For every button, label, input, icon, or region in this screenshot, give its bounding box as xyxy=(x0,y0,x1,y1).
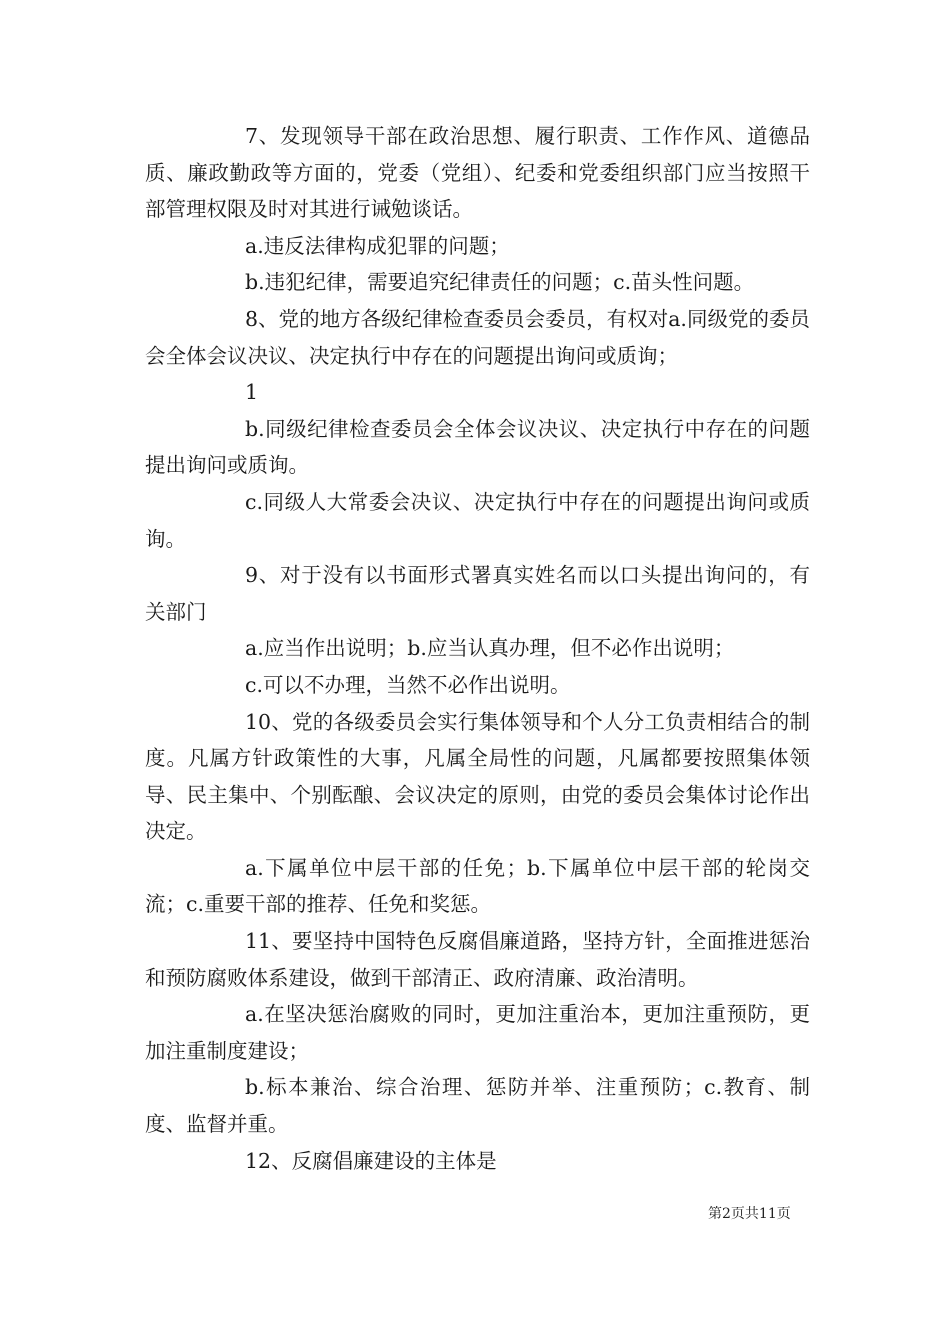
question-7: 7、发现领导干部在政治思想、履行职责、工作作风、道德品质、廉政勤政等方面的，党委（党组）、纪委和党委组织部门应当按照干部管理权限及时对其进行诫勉谈话。 xyxy=(145,124,810,222)
option-9ab: a.应当作出说明；b.应当认真办理，但不必作出说明； xyxy=(245,636,735,661)
option-7a: a.违反法律构成犯罪的问题； xyxy=(245,233,510,258)
option-10abc: a.下属单位中层干部的任免；b.下属单位中层干部的轮岗交流；c.重要干部的推荐、任免和奖惩。 xyxy=(145,855,810,917)
question-8: 8、党的地方各级纪律检查委员会委员，有权对a.同级党的委员会全体会议决议、决定执行中存在的问题提出询问或质询； xyxy=(145,306,810,368)
question-12: 12、反腐倡廉建设的主体是 xyxy=(245,1148,497,1173)
option-8b: b.同级纪律检查委员会全体会议决议、决定执行中存在的问题提出询问或质询。 xyxy=(145,416,810,478)
stray-number: 1 xyxy=(245,380,259,405)
question-11: 11、要坚持中国特色反腐倡廉道路，坚持方针，全面推进惩治和预防腐败体系建设，做到干部清正、政府清廉、政治清明。 xyxy=(145,929,810,990)
option-7bc: b.违犯纪律，需要追究纪律责任的问题；c.苗头性问题。 xyxy=(245,270,755,295)
question-10: 10、党的各级委员会实行集体领导和个人分工负责相结合的制度。凡属方针政策性的大事，凡属全局性的问题，凡属都要按照集体领导、民主集中、个别酝酿、会议决定的原则，由党的委员会集体讨论作出决定。 xyxy=(145,709,810,844)
question-9: 9、对于没有以书面形式署真实姓名而以口头提出询问的，有关部门 xyxy=(145,563,810,624)
option-11a: a.在坚决惩治腐败的同时，更加注重治本，更加注重预防，更加注重制度建设； xyxy=(145,1002,810,1063)
option-9c: c.可以不办理，当然不必作出说明。 xyxy=(245,672,571,697)
option-8c: c.同级人大常委会决议、决定执行中存在的问题提出询问或质询。 xyxy=(145,489,810,551)
document-body xyxy=(145,118,810,1179)
page-number: 第2页共11页 xyxy=(708,1206,791,1222)
option-11bc: b.标本兼治、综合治理、惩防并举、注重预防；c.教育、制度、监督并重。 xyxy=(145,1075,810,1137)
